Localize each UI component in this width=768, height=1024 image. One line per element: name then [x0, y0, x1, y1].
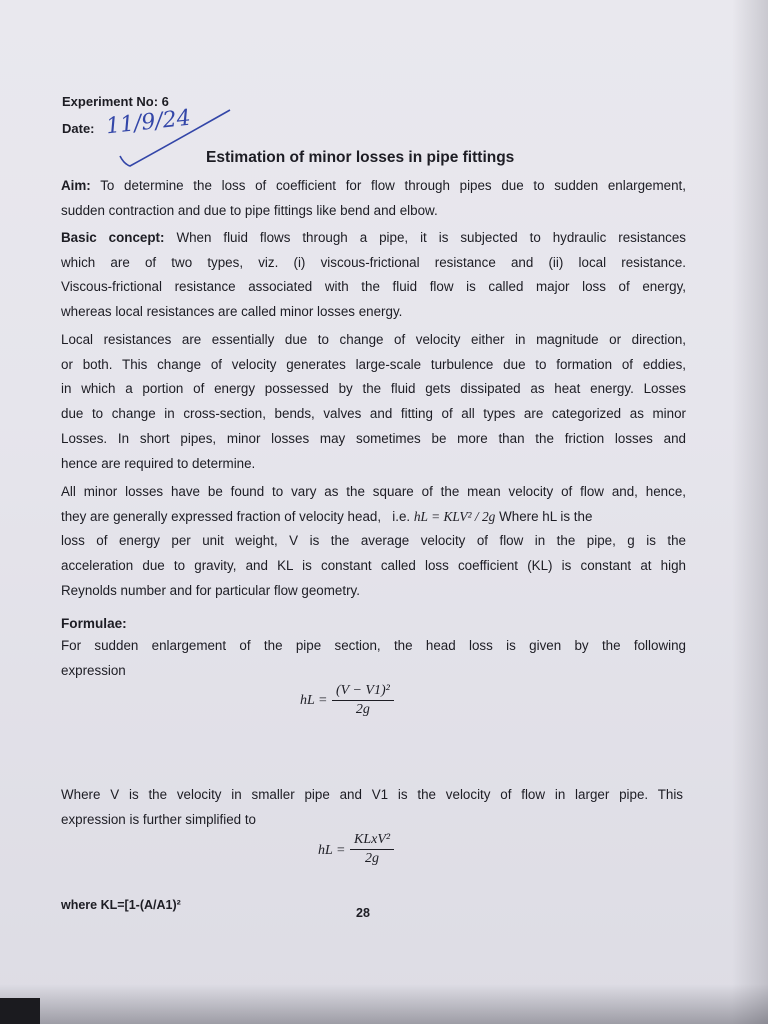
ie-label: i.e.	[392, 508, 411, 524]
basic-concept-line-4: whereas local resistances are called minor losses energy.	[61, 304, 403, 320]
experiment-number: Experiment No: 6	[62, 94, 169, 109]
minor-losses-line-4: acceleration due to gravity, and KL is constant called loss coefficient (KL) is constant at high	[61, 558, 686, 574]
formulae-intro	[61, 634, 686, 683]
minor-losses-line-2a: they are generally expressed fraction of velocity head,	[61, 508, 382, 524]
equation-2-lhs: hL =	[318, 843, 346, 858]
local-resistances-paragraph	[61, 328, 686, 476]
minor-losses-line-3: loss of energy per unit weight, V is the average velocity of flow in the pipe, g is the	[61, 533, 686, 549]
where-2: where KL=[1-(A/A1)²	[61, 898, 181, 912]
minor-losses-paragraph	[61, 480, 686, 604]
formulae-label: Formulae:	[61, 616, 127, 631]
velocity-head-formula: hL = KLV² / 2g	[413, 508, 496, 524]
aim-paragraph	[61, 174, 686, 223]
page-bottom-shadow	[0, 984, 768, 1024]
local-resistances-line: Losses. In short pipes, minor losses may sometimes be more than the friction losses and	[61, 430, 686, 446]
aim-line-1: To determine the loss of coefficient for flow through pipes due to sudden enlargement,	[100, 178, 686, 193]
where-paragraph-1	[61, 783, 683, 832]
local-resistances-line: in which a portion of energy possessed by the fluid gets dissipated as heat energy. Losses	[61, 381, 686, 397]
basic-concept-label: Basic concept:	[61, 230, 165, 245]
local-resistances-line: Local resistances are essentially due to change of velocity either in magnitude or direction,	[61, 332, 686, 347]
equation-2-fraction	[350, 832, 394, 867]
background-corner	[0, 998, 40, 1024]
formulae-line-2: expression	[61, 662, 126, 678]
local-resistances-line: or both. This change of velocity generates large-scale turbulence due to formation of eddies,	[61, 356, 686, 372]
minor-losses-line-2b: Where hL is the	[499, 508, 593, 524]
equation-1-numerator: (V − V1)²	[332, 683, 394, 701]
aim-label: Aim:	[61, 178, 91, 193]
formulae-line-1: For sudden enlargement of the pipe section, the head loss is given by the following	[61, 638, 686, 653]
equation-1-lhs: hL =	[300, 693, 328, 708]
local-resistances-line: due to change in cross-section, bends, valves and fitting of all types are categorized as minor	[61, 406, 686, 422]
equation-1-fraction	[332, 683, 394, 718]
minor-losses-line-5: Reynolds number and for particular flow geometry.	[61, 582, 360, 598]
where-1-line-2: expression is further simplified to	[61, 811, 256, 827]
minor-losses-line-1: All minor losses have be found to vary as the square of the mean velocity of flow and, hence,	[61, 484, 686, 499]
date-label: Date:	[62, 121, 95, 136]
equation-1-denominator: 2g	[355, 702, 370, 717]
basic-concept-line-2: which are of two types, viz. (i) viscous-frictional resistance and (ii) local resistance.	[61, 254, 686, 270]
local-resistances-line: hence are required to determine.	[61, 455, 256, 471]
equation-2-denominator: 2g	[365, 851, 380, 866]
where-1-line-1: Where V is the velocity in smaller pipe and V1 is the velocity of flow in larger pipe. This	[61, 787, 683, 802]
aim-line-2: sudden contraction and due to pipe fittings like bend and elbow.	[61, 202, 438, 218]
basic-concept-line-1: When fluid flows through a pipe, it is subjected to hydraulic resistances	[176, 230, 686, 245]
basic-concept-line-3: Viscous-frictional resistance associated with the fluid flow is called major loss of energy,	[61, 279, 686, 295]
page-edge-shadow	[732, 0, 768, 1024]
page-title: Estimation of minor losses in pipe fittings	[206, 149, 515, 166]
basic-concept-paragraph	[61, 226, 686, 325]
page-number: 28	[356, 906, 370, 920]
equation-2-numerator: KLxV²	[350, 832, 394, 850]
handwritten-date: 11/9/24	[104, 105, 192, 140]
